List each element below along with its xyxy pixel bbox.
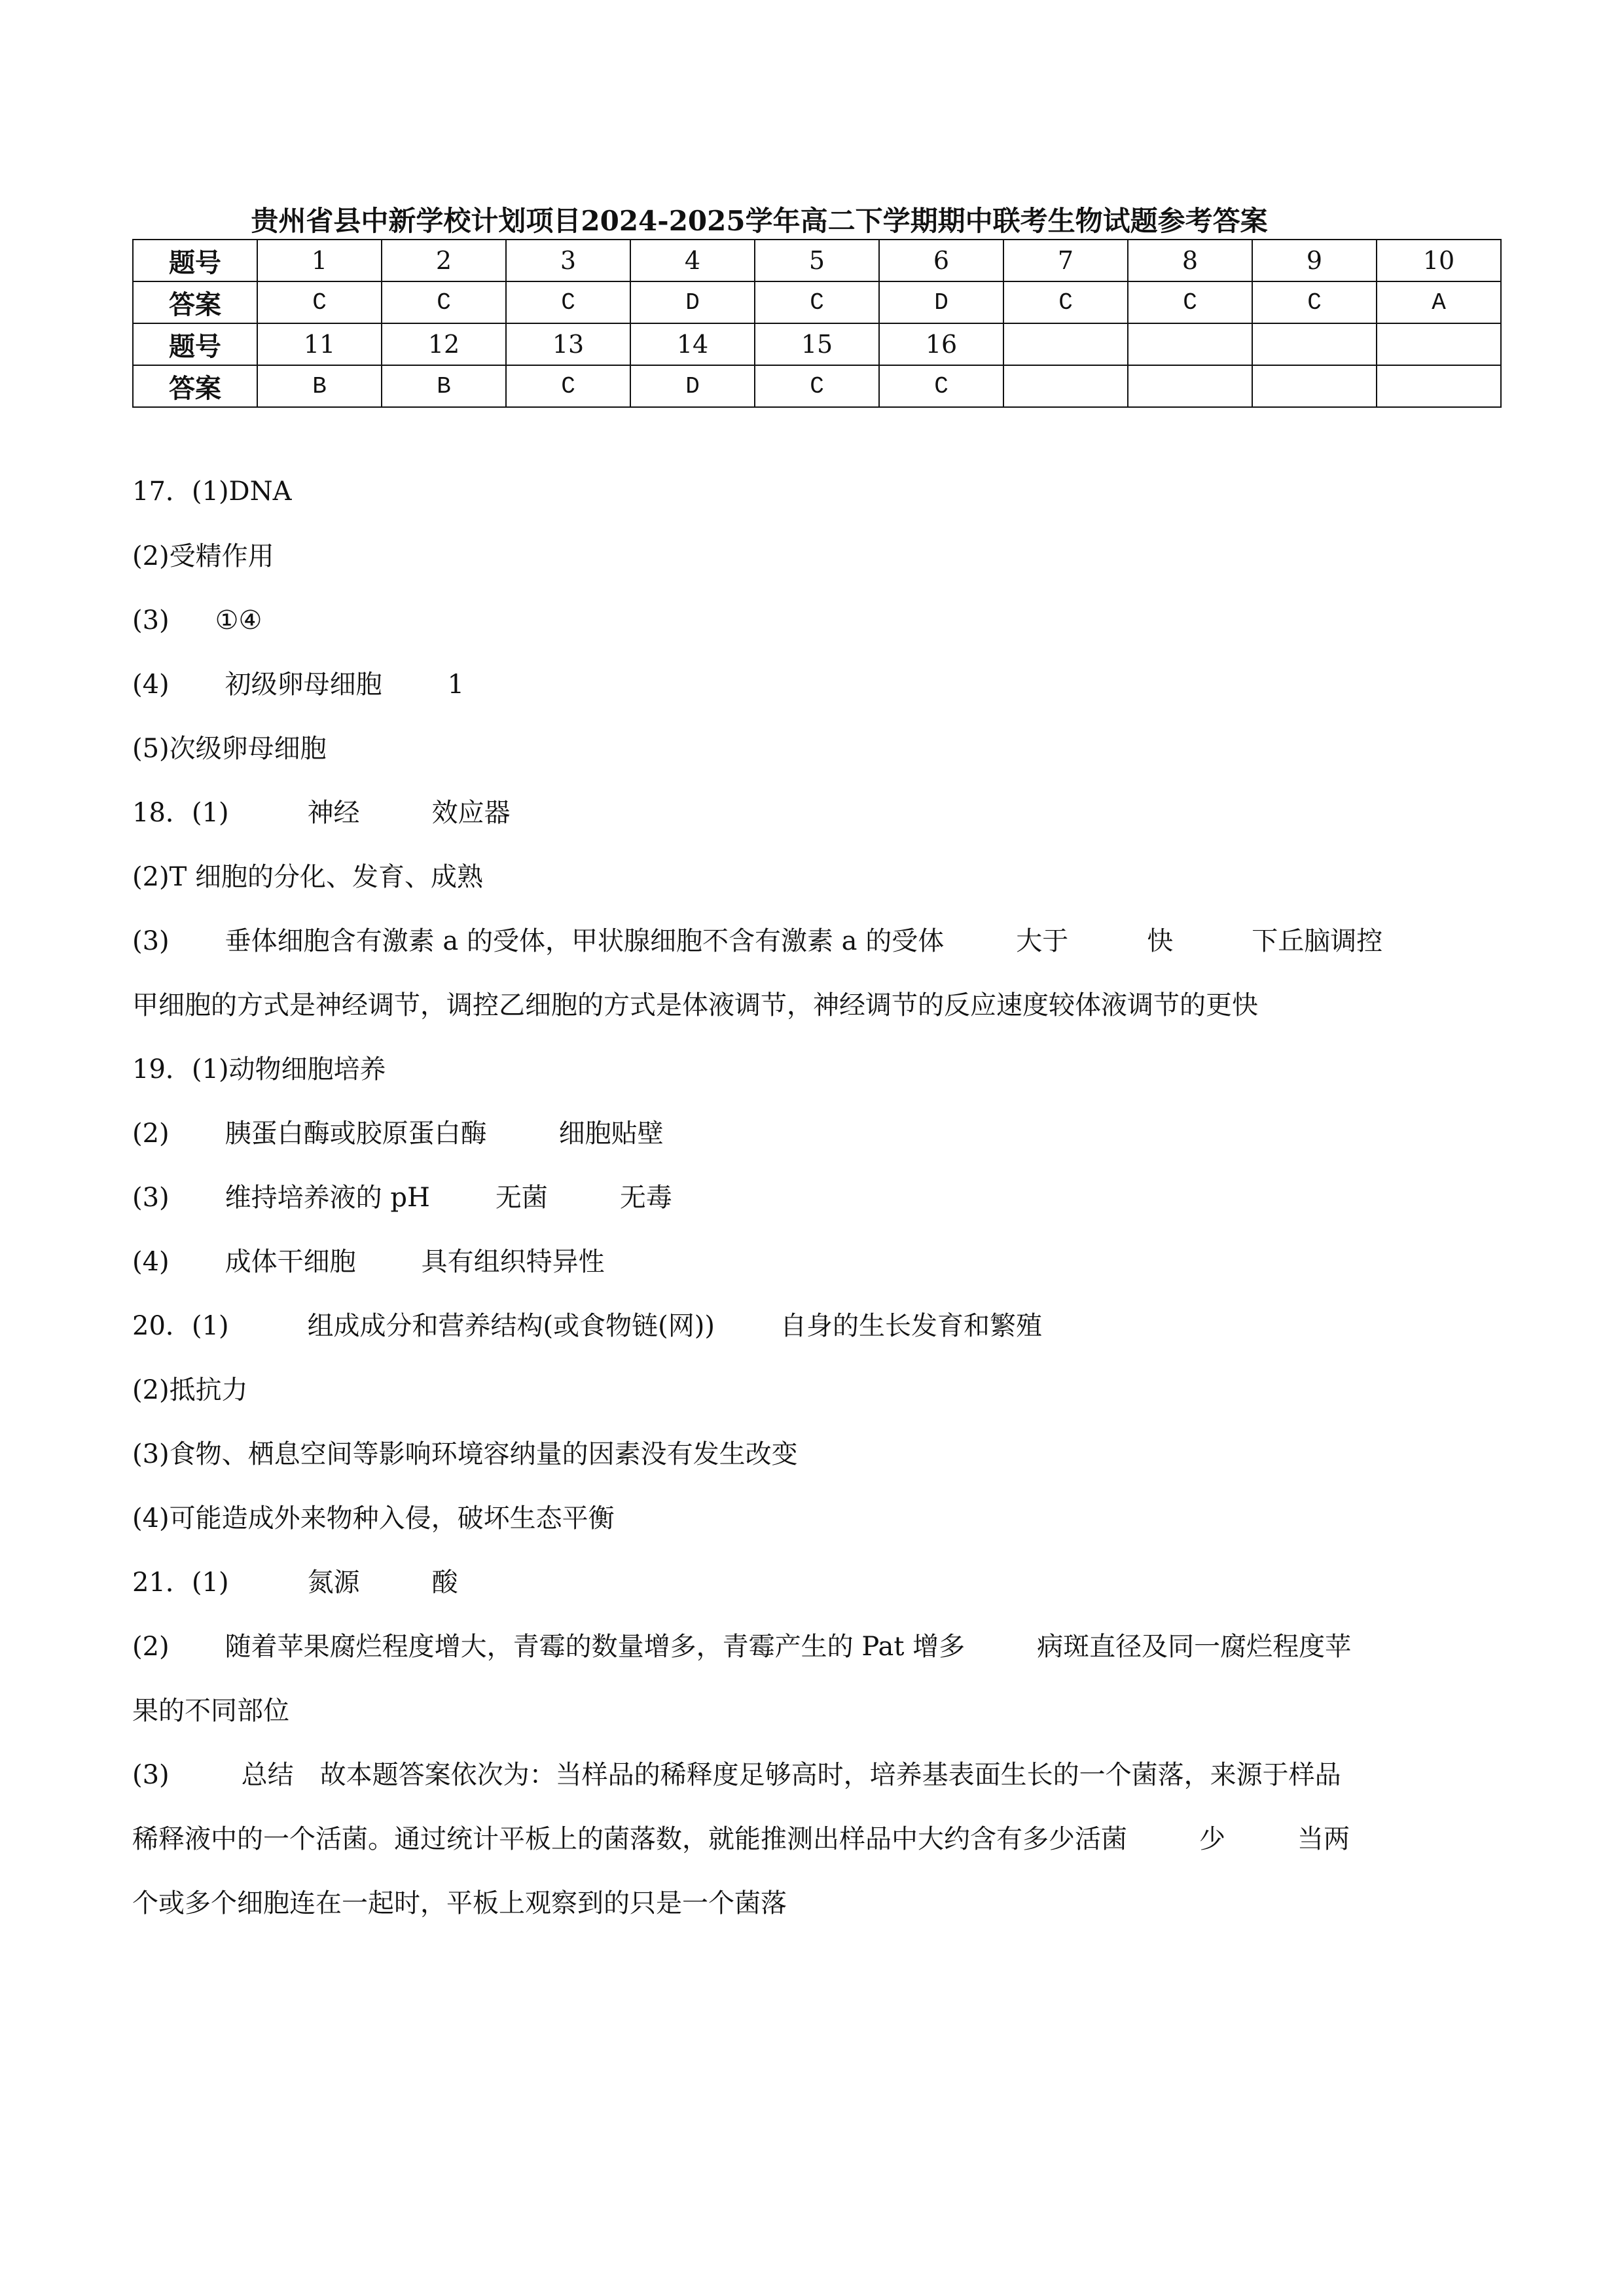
q17-part4 bbox=[132, 672, 464, 698]
answer-cell: C bbox=[1003, 281, 1128, 323]
answer-cell: D bbox=[630, 365, 755, 407]
q21-part3-label: (3) bbox=[132, 1760, 170, 1790]
q18-part1-label: 18．(1) bbox=[132, 798, 229, 828]
q18-part2: (2)T 细胞的分化、发育、成熟 bbox=[132, 862, 484, 892]
q17-part4-answer-a: 初级卵母细胞 bbox=[225, 670, 382, 700]
q21-part2-answer-a: 随着苹果腐烂程度增大，青霉的数量增多，青霉产生的 Pat 增多 bbox=[225, 1632, 965, 1662]
q20-part3: (3)食物、栖息空间等影响环境容纳量的因素没有发生改变 bbox=[132, 1439, 798, 1469]
q21-part3-cont1 bbox=[132, 1826, 1350, 1852]
q21-part3-answer-a: 总结 故本题答案依次为：当样品的稀释度足够高时，培养基表面生长的一个菌落，来源于样品 bbox=[241, 1760, 1341, 1790]
number-cell bbox=[1003, 323, 1128, 365]
number-cell bbox=[1128, 323, 1252, 365]
number-cell: 6 bbox=[879, 240, 1003, 281]
number-cell: 16 bbox=[879, 323, 1003, 365]
answer-cell: C bbox=[257, 281, 382, 323]
number-cell bbox=[1377, 323, 1501, 365]
number-cell: 13 bbox=[506, 323, 630, 365]
q20-part1 bbox=[132, 1313, 1042, 1339]
q18-part1-answer-a: 神经 bbox=[307, 798, 360, 828]
q17-part3-answer: ①④ bbox=[215, 605, 262, 636]
q21-part3-answer-b: 稀释液中的一个活菌。通过统计平板上的菌落数，就能推测出样品中大约含有多少活菌 bbox=[132, 1824, 1127, 1854]
q18-part3-label: (3) bbox=[132, 926, 170, 956]
answer-cell: C bbox=[506, 281, 630, 323]
q19-part1: 19．(1)动物细胞培养 bbox=[132, 1054, 386, 1085]
q19-part2-answer-b: 细胞贴壁 bbox=[558, 1119, 664, 1149]
answer-cell: C bbox=[1128, 281, 1252, 323]
number-cell: 7 bbox=[1003, 240, 1128, 281]
answer-cell: C bbox=[755, 365, 879, 407]
number-cell: 3 bbox=[506, 240, 630, 281]
q19-part3-answer-a: 维持培养液的 pH bbox=[225, 1183, 430, 1213]
number-cell: 2 bbox=[382, 240, 506, 281]
number-cell: 9 bbox=[1252, 240, 1377, 281]
q18-part3-cont: 甲细胞的方式是神经调节，调控乙细胞的方式是体液调节，神经调节的反应速度较体液调节的更快 bbox=[132, 990, 1258, 1020]
number-cell: 1 bbox=[257, 240, 382, 281]
q18-part3-answer-c: 快 bbox=[1147, 926, 1174, 956]
q20-part1-answer-b: 自身的生长发育和繁殖 bbox=[780, 1311, 1042, 1341]
answer-cell: D bbox=[879, 281, 1003, 323]
number-cell: 10 bbox=[1377, 240, 1501, 281]
q19-part3-answer-b: 无菌 bbox=[495, 1183, 548, 1213]
row-label: 题号 bbox=[133, 323, 257, 365]
number-cell: 11 bbox=[257, 323, 382, 365]
number-row-1 bbox=[133, 240, 1501, 281]
q20-part2: (2)抵抗力 bbox=[132, 1375, 248, 1405]
q21-part2-label: (2) bbox=[132, 1632, 170, 1662]
q19-part4 bbox=[132, 1249, 605, 1275]
answer-cell: C bbox=[755, 281, 879, 323]
q21-part1-label: 21．(1) bbox=[132, 1568, 229, 1598]
q21-part3 bbox=[132, 1762, 1341, 1788]
q18-part3 bbox=[132, 928, 1382, 954]
q18-part3-answer-b: 大于 bbox=[1016, 926, 1069, 956]
q21-part2-answer-b: 病斑直径及同一腐烂程度苹 bbox=[1037, 1632, 1352, 1662]
answer-cell bbox=[1377, 365, 1501, 407]
number-cell: 4 bbox=[630, 240, 755, 281]
q20-part1-answer-a: 组成成分和营养结构(或食物链(网)) bbox=[307, 1311, 715, 1341]
q19-part4-answer-a: 成体干细胞 bbox=[225, 1247, 356, 1277]
q18-part3-answer-a: 垂体细胞含有激素 a 的受体，甲状腺细胞不含有激素 a 的受体 bbox=[225, 926, 945, 956]
q17-part4-answer-b: 1 bbox=[447, 670, 465, 700]
answer-cell: B bbox=[382, 365, 506, 407]
q19-part2-answer-a: 胰蛋白酶或胶原蛋白酶 bbox=[225, 1119, 487, 1149]
q19-part3 bbox=[132, 1185, 672, 1211]
q19-part3-answer-c: 无毒 bbox=[619, 1183, 672, 1213]
q20-part1-label: 20．(1) bbox=[132, 1311, 229, 1341]
row-label: 答案 bbox=[133, 365, 257, 407]
number-cell bbox=[1252, 323, 1377, 365]
answer-row-1 bbox=[133, 281, 1501, 323]
q18-part1 bbox=[132, 800, 511, 826]
q18-part1-answer-b: 效应器 bbox=[431, 798, 511, 828]
q21-part1-answer-b: 酸 bbox=[431, 1568, 458, 1598]
answer-cell: D bbox=[630, 281, 755, 323]
q21-part3-answer-d: 当两 bbox=[1297, 1824, 1350, 1854]
row-label: 答案 bbox=[133, 281, 257, 323]
q17-part3-label: (3) bbox=[132, 605, 170, 636]
answer-cell bbox=[1252, 365, 1377, 407]
row-label: 题号 bbox=[133, 240, 257, 281]
q21-part3-cont2: 个或多个细胞连在一起时，平板上观察到的只是一个菌落 bbox=[132, 1888, 787, 1918]
answer-cell: B bbox=[257, 365, 382, 407]
answer-cell: C bbox=[382, 281, 506, 323]
answer-table bbox=[132, 239, 1502, 408]
q17-part5: (5)次级卵母细胞 bbox=[132, 734, 327, 764]
q19-part2 bbox=[132, 1121, 664, 1147]
answer-cell bbox=[1003, 365, 1128, 407]
answer-cell: A bbox=[1377, 281, 1501, 323]
answer-row-2 bbox=[133, 365, 1501, 407]
q21-part3-answer-c: 少 bbox=[1199, 1824, 1225, 1854]
number-cell: 12 bbox=[382, 323, 506, 365]
page-title: 贵州省县中新学校计划项目2024-2025学年高二下学期期中联考生物试题参考答案 bbox=[251, 205, 1268, 237]
q19-part4-label: (4) bbox=[132, 1247, 170, 1277]
q17-part3 bbox=[132, 607, 262, 634]
answer-cell: C bbox=[1252, 281, 1377, 323]
q19-part2-label: (2) bbox=[132, 1119, 170, 1149]
q17-part4-label: (4) bbox=[132, 670, 170, 700]
q19-part3-label: (3) bbox=[132, 1183, 170, 1213]
q19-part4-answer-b: 具有组织特异性 bbox=[421, 1247, 605, 1277]
q17-part1: 17．(1)DNA bbox=[132, 476, 292, 507]
answer-cell: C bbox=[506, 365, 630, 407]
q21-part2-cont: 果的不同部位 bbox=[132, 1696, 289, 1726]
answer-cell: C bbox=[879, 365, 1003, 407]
q21-part1 bbox=[132, 1570, 458, 1596]
q21-part1-answer-a: 氮源 bbox=[307, 1568, 360, 1598]
answer-cell bbox=[1128, 365, 1252, 407]
number-cell: 14 bbox=[630, 323, 755, 365]
q17-part2: (2)受精作用 bbox=[132, 541, 274, 571]
q21-part2 bbox=[132, 1634, 1351, 1660]
number-cell: 8 bbox=[1128, 240, 1252, 281]
q18-part3-answer-d: 下丘脑调控 bbox=[1252, 926, 1383, 956]
number-cell: 5 bbox=[755, 240, 879, 281]
number-row-2 bbox=[133, 323, 1501, 365]
number-cell: 15 bbox=[755, 323, 879, 365]
q20-part4: (4)可能造成外来物种入侵，破坏生态平衡 bbox=[132, 1503, 615, 1534]
